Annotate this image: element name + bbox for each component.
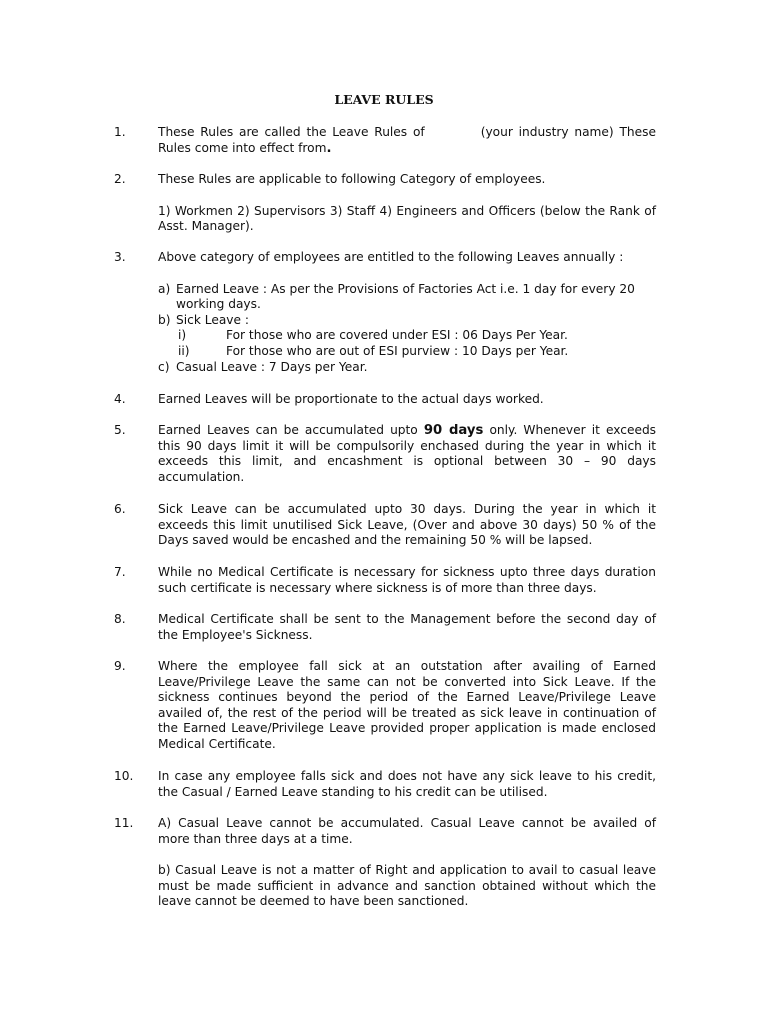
rule-text: Earned Leaves can be accumulated upto 90 days only. Whenever it exceeds this 90 days limit it will be compulsorily enchased during the year in which it exceeds this limit, and encashment is optional between 30 – 90 days accumulation. [158,423,657,484]
rule-11-part-a: A) Casual Leave cannot be accumulated. Casual Leave cannot be availed of more than three days at a time. [158,816,656,846]
rule-number: 9. [114,659,126,673]
rule-number: 5. [114,423,126,437]
rule-number: 1. [114,125,126,139]
leave-item-sick: b) Sick Leave : [158,312,249,327]
rule-text [158,816,656,910]
rule-text: Above category of employees are entitled to the following Leaves annually : a) Earned Leave : As per the Provisions of Factories Act i.e. 1 day for every 20 working days. b) Sick Leave : i) For those who are covered under ESI : 06 Days Per Year. ii) For those who are out of ESI purview : 10 Days per Year. c) Casual Leave : 7 Days per Year. [158,250,656,375]
document-title: LEAVE RULES [334,92,434,107]
bold-90-days: 90 days [423,423,484,438]
rule-text: In case any employee falls sick and does not have any sick leave to his credit, the Casual / Earned Leave standing to his credit can be utilised. [158,769,656,799]
rule-number: 7. [114,565,126,579]
rule-text: These Rules are called the Leave Rules of (your industry name) These Rules come into effect from. [158,125,656,156]
rule-text: Medical Certificate shall be sent to the Management before the second day of the Employee's Sickness. [158,612,656,642]
rule-11-part-b: b) Casual Leave is not a matter of Right and application to avail to casual leave must be made sufficient in advance and sanction obtained without which the leave cannot be deemed to have been sanctioned. [158,863,656,909]
rule-number: 8. [114,612,126,626]
rule-number: 10. [114,769,134,783]
sick-leave-esi: i) For those who are covered under ESI : 06 Days Per Year. [178,328,568,343]
rule-number: 3. [114,250,126,264]
rule-text: These Rules are applicable to following Category of employees. 1) Workmen 2) Supervisors 3) Staff 4) Engineers and Officers (below the Rank of Asst. Manager). [158,172,656,234]
rule-text: Sick Leave can be accumulated upto 30 days. During the year in which it exceeds this limit unutilised Sick Leave, (Over and above 30 days) 50 % of the Days saved would be encashed and the remaining 50 % will be lapsed. [158,502,656,548]
leave-item-earned: a) Earned Leave : As per the Provisions of Factories Act i.e. 1 day for every 20 working days. [158,281,635,312]
rule-text: Where the employee fall sick at an outstation after availing of Earned Leave/Privilege Leave the same can not be converted into Sick Leave. If the sickness continues beyond the period of the Earned Leave/Privilege Leave availed of, the rest of the period will be treated as sick leave in continuation of the Earned Leave/Privilege Leave provided proper application is made enclosed Medical Certificate. [158,659,656,751]
rule-number: 11. [114,816,134,830]
rule-number: 2. [114,172,126,186]
employee-categories: 1) Workmen 2) Supervisors 3) Staff 4) Engineers and Officers (below the Rank of Asst. Manager). [158,203,656,234]
rule-number: 6. [114,502,126,516]
rule-number: 4. [114,392,126,406]
rule-text: Earned Leaves will be proportionate to the actual days worked. [158,392,544,406]
sick-leave-non-esi: ii) For those who are out of ESI purview : 10 Days per Year. [178,343,569,358]
leave-item-casual: c) Casual Leave : 7 Days per Year. [158,359,368,374]
rule-text: While no Medical Certificate is necessary for sickness upto three days duration such certificate is necessary where sickness is of more than three days. [158,565,656,595]
